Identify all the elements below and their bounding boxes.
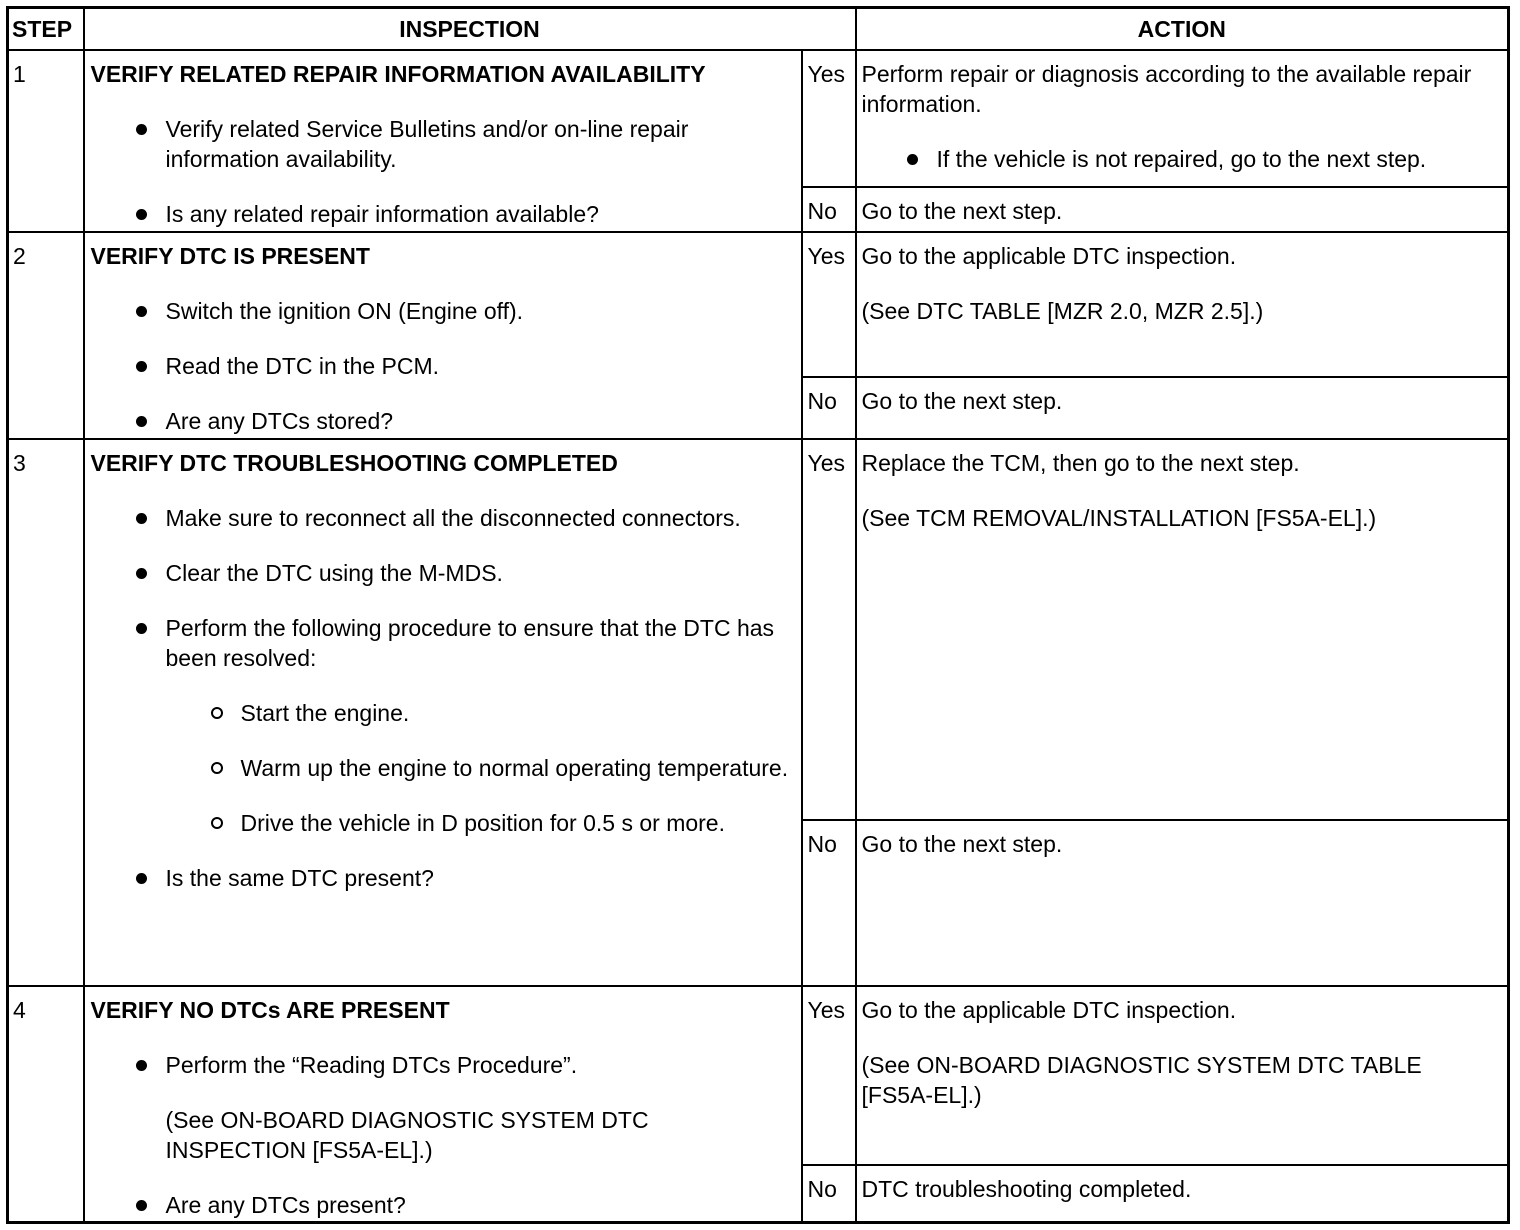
yes-action	[856, 232, 1509, 377]
action-text: Go to the applicable DTC inspection.	[861, 996, 1237, 1023]
yes-action	[856, 439, 1509, 820]
yes-label: Yes	[802, 232, 856, 377]
header-step: STEP	[8, 8, 84, 50]
inspection-bullet: Verify related Service Bulletins and/or on-line repair information availability.	[91, 114, 793, 174]
yes-label: Yes	[802, 986, 856, 1165]
no-label: No	[802, 820, 856, 986]
yes-label: Yes	[802, 439, 856, 820]
inspection-bullet	[91, 613, 793, 838]
step-2-yes-row	[8, 232, 1509, 377]
inspection-bullet: Is the same DTC present?	[91, 863, 793, 893]
step-title: VERIFY DTC IS PRESENT	[90, 242, 370, 269]
step-inspection	[84, 439, 802, 986]
yes-label: Yes	[802, 50, 856, 187]
diagnostic-procedure	[6, 6, 1507, 1224]
yes-action	[856, 50, 1509, 187]
inspection-bullet: Make sure to reconnect all the disconnected connectors.	[91, 503, 793, 533]
no-action: Go to the next step.	[856, 820, 1509, 986]
inspection-bullet: Read the DTC in the PCM.	[91, 351, 793, 381]
step-number: 3	[8, 439, 84, 986]
step-number: 4	[8, 986, 84, 1223]
diagnostic-table	[6, 6, 1510, 1224]
header-row	[8, 8, 1509, 50]
no-label: No	[802, 187, 856, 232]
step-3-yes-row	[8, 439, 1509, 820]
step-inspection	[84, 50, 802, 232]
action-reference: (See DTC TABLE [MZR 2.0, MZR 2.5].)	[861, 297, 1264, 324]
inspection-bullets	[91, 296, 793, 436]
inspection-bullet: Are any DTCs present?	[91, 1190, 793, 1220]
inspection-bullet	[91, 1050, 793, 1165]
procedure-sub-bullets	[166, 698, 793, 838]
step-4-yes-row	[8, 986, 1509, 1165]
no-label: No	[802, 1165, 856, 1223]
step-number: 2	[8, 232, 84, 439]
sub-bullet: Drive the vehicle in D position for 0.5 s or more.	[91, 808, 793, 838]
no-action: Go to the next step.	[856, 377, 1509, 439]
inspection-bullet-text: Perform the “Reading DTCs Procedure”.	[165, 1051, 578, 1078]
inspection-bullet: Switch the ignition ON (Engine off).	[91, 296, 793, 326]
step-title: VERIFY NO DTCs ARE PRESENT	[90, 996, 450, 1023]
action-reference: (See TCM REMOVAL/INSTALLATION [FS5A-EL].)	[861, 504, 1377, 531]
inspection-bullets	[91, 503, 793, 893]
header-inspection: INSPECTION	[84, 8, 856, 50]
no-label: No	[802, 377, 856, 439]
inspection-bullet: Clear the DTC using the M-MDS.	[91, 558, 793, 588]
step-title: VERIFY DTC TROUBLESHOOTING COMPLETED	[90, 449, 618, 476]
inspection-bullet: Is any related repair information available?	[91, 199, 793, 229]
no-action: DTC troubleshooting completed.	[856, 1165, 1509, 1223]
action-text: Replace the TCM, then go to the next step.	[861, 449, 1300, 476]
header-action: ACTION	[856, 8, 1509, 50]
step-1-yes-row	[8, 50, 1509, 187]
action-text: Perform repair or diagnosis according to the available repair information.	[861, 60, 1472, 117]
action-reference: (See ON-BOARD DIAGNOSTIC SYSTEM DTC TABLE [FS5A-EL].)	[861, 1051, 1422, 1108]
step-inspection	[84, 986, 802, 1223]
step-inspection	[84, 232, 802, 439]
sub-bullet: Start the engine.	[91, 698, 793, 728]
action-text: Go to the applicable DTC inspection.	[861, 242, 1237, 269]
step-title: VERIFY RELATED REPAIR INFORMATION AVAILABILITY	[90, 60, 706, 87]
inspection-bullets	[91, 1050, 793, 1220]
inspection-bullet: Are any DTCs stored?	[91, 406, 793, 436]
inspection-bullet-text: Perform the following procedure to ensure that the DTC has been resolved:	[165, 614, 775, 671]
inspection-bullets	[91, 114, 793, 229]
action-bullet: If the vehicle is not repaired, go to the next step.	[862, 144, 1500, 174]
no-action: Go to the next step.	[856, 187, 1509, 232]
yes-action	[856, 986, 1509, 1165]
inspection-reference: (See ON-BOARD DIAGNOSTIC SYSTEM DTC INSPECTION [FS5A-EL].)	[165, 1106, 649, 1163]
action-bullets	[862, 144, 1500, 174]
step-number: 1	[8, 50, 84, 232]
sub-bullet: Warm up the engine to normal operating temperature.	[91, 753, 793, 783]
